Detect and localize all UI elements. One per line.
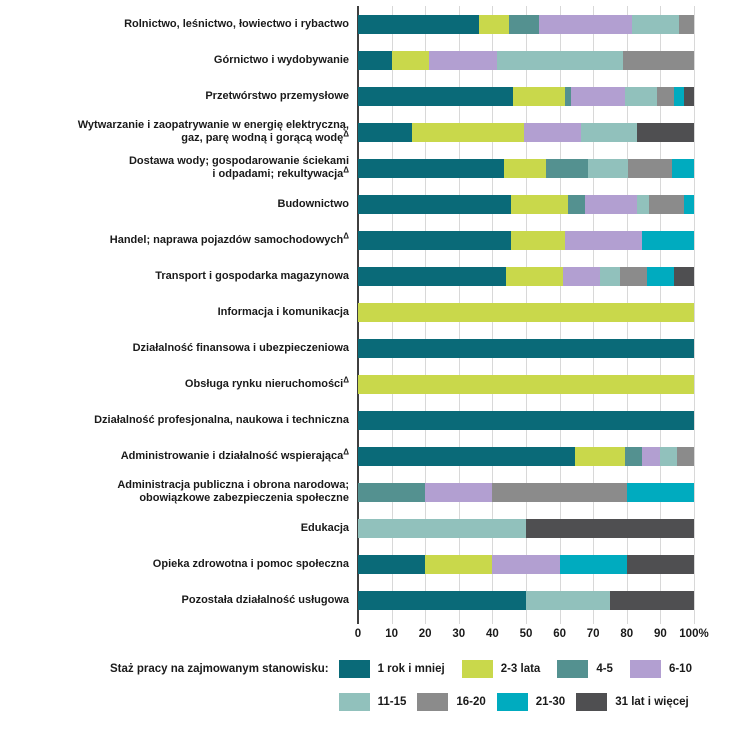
stacked-bar	[358, 375, 694, 394]
category-label-line: Rolnictwo, leśnictwo, łowiectwo i rybactwo	[124, 17, 349, 30]
legend-item	[339, 693, 407, 711]
bar-segment	[509, 15, 539, 34]
legend-label: 31 lat i więcej	[615, 696, 689, 708]
category-label-line: Handel; naprawa pojazdów samochodowych$^\Delta$	[109, 230, 349, 246]
bar-cell	[358, 303, 694, 322]
bar-segment	[429, 51, 498, 70]
bar-segment	[649, 195, 684, 214]
bar-segment	[358, 123, 412, 142]
category-label-line: Transport i gospodarka magazynowa	[155, 269, 349, 282]
bar-segment	[492, 483, 626, 502]
bar-segment	[575, 447, 625, 466]
bar-cell	[358, 375, 694, 394]
x-axis-tick-label: 90	[653, 628, 667, 640]
category-label	[0, 342, 358, 355]
bar-segment	[637, 195, 649, 214]
bar-segment	[660, 447, 677, 466]
bar-segment	[625, 87, 657, 106]
bar-cell	[358, 87, 694, 106]
category-label	[0, 119, 358, 145]
bar-segment	[585, 195, 637, 214]
category-label-line: Przetwórstwo przemysłowe	[205, 89, 349, 102]
stacked-bar	[358, 483, 694, 502]
bar-segment	[610, 591, 694, 610]
category-row	[0, 438, 755, 474]
stacked-bar	[358, 411, 694, 430]
category-row	[0, 42, 755, 78]
bar-segment	[563, 267, 600, 286]
legend-swatch	[417, 693, 448, 711]
bar-segment	[588, 159, 628, 178]
category-label-line: Dostawa wody; gospodarowanie ściekami	[128, 155, 349, 167]
legend-label: 2-3 lata	[500, 663, 541, 675]
category-label-line: Budownictwo	[277, 197, 349, 210]
legend-title: Staż pracy na zajmowanym stanowisku:	[110, 663, 329, 675]
bar-segment	[546, 159, 588, 178]
stacked-bar	[358, 339, 694, 358]
legend-swatch	[630, 660, 661, 678]
stacked-bar	[358, 591, 694, 610]
x-axis-tick-label: 10	[385, 628, 398, 640]
x-axis-tick-label: 70	[586, 628, 600, 640]
category-label-line: Działalność profesjonalna, naukowa i techniczna	[94, 413, 349, 426]
stacked-bar	[358, 231, 694, 250]
x-axis-tick-label: 30	[452, 628, 466, 640]
legend-label: 21-30	[535, 696, 566, 708]
x-axis-tick-label: 0	[354, 628, 362, 640]
bar-segment	[511, 195, 568, 214]
bar-cell	[358, 231, 694, 250]
x-axis-tick-label: 40	[485, 628, 499, 640]
category-row	[0, 582, 755, 618]
category-label	[0, 522, 358, 535]
bar-segment	[504, 159, 546, 178]
bar-segment	[492, 555, 559, 574]
legend-item	[339, 660, 445, 678]
stacked-bar	[358, 303, 694, 322]
stacked-bar	[358, 15, 694, 34]
bar-segment	[358, 591, 526, 610]
category-label-line: Opieka zdrowotna i pomoc społeczna	[152, 557, 349, 570]
bar-segment	[392, 51, 429, 70]
bar-segment	[497, 51, 623, 70]
legend-item	[557, 660, 613, 678]
bar-segment	[358, 303, 694, 322]
bar-cell	[358, 159, 694, 178]
legend-item	[630, 660, 692, 678]
category-row	[0, 330, 755, 366]
bar-segment	[628, 159, 672, 178]
legend-item	[462, 660, 541, 678]
category-label-line: Wytwarzanie i zaopatrywanie w energię elektryczną,	[77, 119, 349, 131]
x-axis-tick-label: 20	[418, 628, 432, 640]
category-label-line: Działalność finansowa i ubezpieczeniowa	[132, 341, 349, 354]
category-label-line: i odpadami; rekultywacja$^\Delta$	[212, 165, 349, 180]
x-axis-tick-label: 50	[519, 628, 533, 640]
bar-segment	[358, 519, 526, 538]
bar-cell	[358, 195, 694, 214]
category-row	[0, 294, 755, 330]
bar-segment	[412, 123, 525, 142]
legend-swatch	[497, 693, 528, 711]
category-label-line: Pozostała działalność usługowa	[181, 593, 349, 606]
bar-segment	[358, 87, 513, 106]
legend-swatch	[576, 693, 607, 711]
category-row	[0, 366, 755, 402]
stacked-bar	[358, 159, 694, 178]
bar-segment	[358, 339, 694, 358]
category-label	[0, 446, 358, 463]
stacked-bar	[358, 51, 694, 70]
bar-segment	[623, 51, 694, 70]
bar-segment	[642, 447, 660, 466]
bar-cell	[358, 519, 694, 538]
bar-segment	[358, 447, 575, 466]
bar-segment	[565, 87, 572, 106]
bar-segment	[524, 123, 581, 142]
legend-swatch	[339, 693, 370, 711]
stacked-bar	[358, 519, 694, 538]
bar-segment	[674, 87, 684, 106]
category-label	[0, 54, 358, 67]
bar-segment	[647, 267, 674, 286]
bar-segment	[581, 123, 636, 142]
category-row	[0, 114, 755, 150]
bar-segment	[358, 267, 506, 286]
legend-row-1	[339, 660, 755, 678]
footnote-delta-marker: Δ	[343, 230, 349, 240]
bar-segment	[425, 483, 492, 502]
bar-cell	[358, 339, 694, 358]
bar-segment	[560, 555, 627, 574]
bar-segment	[511, 231, 565, 250]
legend-swatch	[557, 660, 588, 678]
bar-segment	[627, 483, 694, 502]
category-row	[0, 474, 755, 510]
bar-segment	[358, 555, 425, 574]
legend-label: 6-10	[668, 663, 692, 675]
bar-cell	[358, 123, 694, 142]
bar-segment	[600, 267, 620, 286]
bar-segment	[565, 231, 642, 250]
bar-segment	[627, 555, 694, 574]
bar-segment	[674, 267, 694, 286]
category-label	[0, 230, 358, 247]
stacked-bar	[358, 555, 694, 574]
bar-cell	[358, 555, 694, 574]
category-label	[0, 558, 358, 571]
bar-cell	[358, 411, 694, 430]
bar-segment	[677, 447, 694, 466]
category-row	[0, 222, 755, 258]
category-row	[0, 150, 755, 186]
bar-segment	[637, 123, 694, 142]
category-label	[0, 479, 358, 505]
category-label	[0, 374, 358, 391]
bar-segment	[625, 447, 642, 466]
category-label-line: Informacja i komunikacja	[217, 305, 349, 318]
plot-area	[0, 6, 755, 624]
legend-swatch	[462, 660, 493, 678]
bar-cell	[358, 267, 694, 286]
bar-cell	[358, 591, 694, 610]
legend-item	[417, 693, 485, 711]
category-label-line: gaz, parę wodną i gorącą wodę$^\Delta$	[181, 129, 349, 144]
category-label-line: Administrowanie i działalność wspierająca$^\Delta$	[120, 446, 349, 462]
bar-cell	[358, 51, 694, 70]
category-row	[0, 546, 755, 582]
bar-segment	[358, 483, 425, 502]
bar-segment	[358, 231, 511, 250]
footnote-delta-marker: Δ	[343, 165, 349, 175]
bar-segment	[539, 15, 631, 34]
stacked-bar	[358, 195, 694, 214]
bar-segment	[506, 267, 563, 286]
category-label	[0, 414, 358, 427]
footnote-delta-marker: Δ	[343, 374, 349, 384]
category-row	[0, 78, 755, 114]
bar-cell	[358, 15, 694, 34]
category-label	[0, 306, 358, 319]
bar-segment	[620, 267, 647, 286]
bar-segment	[672, 159, 694, 178]
category-label	[0, 90, 358, 103]
stacked-bar	[358, 447, 694, 466]
legend-label: 4-5	[596, 663, 613, 675]
bar-segment	[642, 231, 694, 250]
bar-segment	[358, 195, 511, 214]
bar-segment	[358, 51, 392, 70]
bar-segment	[479, 15, 509, 34]
category-label	[0, 18, 358, 31]
legend-item	[576, 693, 689, 711]
category-label-line: obowiązkowe zabezpieczenia społeczne	[139, 492, 349, 504]
category-label-line: Górnictwo i wydobywanie	[213, 53, 349, 66]
bar-segment	[425, 555, 492, 574]
stacked-bar	[358, 123, 694, 142]
category-label	[0, 270, 358, 283]
footnote-delta-marker: Δ	[343, 129, 349, 139]
legend-swatch	[339, 660, 370, 678]
x-axis-tick-label: 100%	[679, 628, 709, 640]
bar-segment	[513, 87, 565, 106]
legend-label: 1 rok i mniej	[377, 663, 445, 675]
category-row	[0, 6, 755, 42]
category-row	[0, 258, 755, 294]
category-label-line: Edukacja	[300, 521, 349, 534]
bar-segment	[684, 195, 694, 214]
x-axis-tick-label: 60	[553, 628, 566, 640]
legend	[110, 660, 755, 711]
legend-item	[497, 693, 565, 711]
legend-label: 16-20	[456, 696, 486, 708]
bar-segment	[358, 15, 479, 34]
category-row	[0, 510, 755, 546]
category-label-line: Obsługa rynku nieruchomości$^\Delta$	[184, 374, 349, 390]
bar-cell	[358, 483, 694, 502]
legend-label: 11-15	[377, 696, 407, 708]
category-label	[0, 594, 358, 607]
x-axis-tick-label: 80	[620, 628, 634, 640]
bar-segment	[358, 411, 694, 430]
bar-segment	[568, 195, 585, 214]
bar-segment	[684, 87, 694, 106]
bar-segment	[632, 15, 679, 34]
category-row	[0, 402, 755, 438]
legend-row-2	[339, 693, 755, 711]
category-row	[0, 186, 755, 222]
footnote-delta-marker: Δ	[343, 446, 349, 456]
bar-segment	[571, 87, 625, 106]
bar-segment	[526, 519, 694, 538]
category-label	[0, 155, 358, 181]
bar-cell	[358, 447, 694, 466]
x-axis	[354, 624, 709, 644]
stacked-bar	[358, 267, 694, 286]
stacked-bar	[358, 87, 694, 106]
bar-segment	[526, 591, 610, 610]
bar-segment	[358, 375, 694, 394]
bar-segment	[657, 87, 674, 106]
bar-segment	[358, 159, 504, 178]
category-label-line: Administracja publiczna i obrona narodowa;	[117, 479, 349, 491]
category-label	[0, 198, 358, 211]
bar-segment	[679, 15, 694, 34]
